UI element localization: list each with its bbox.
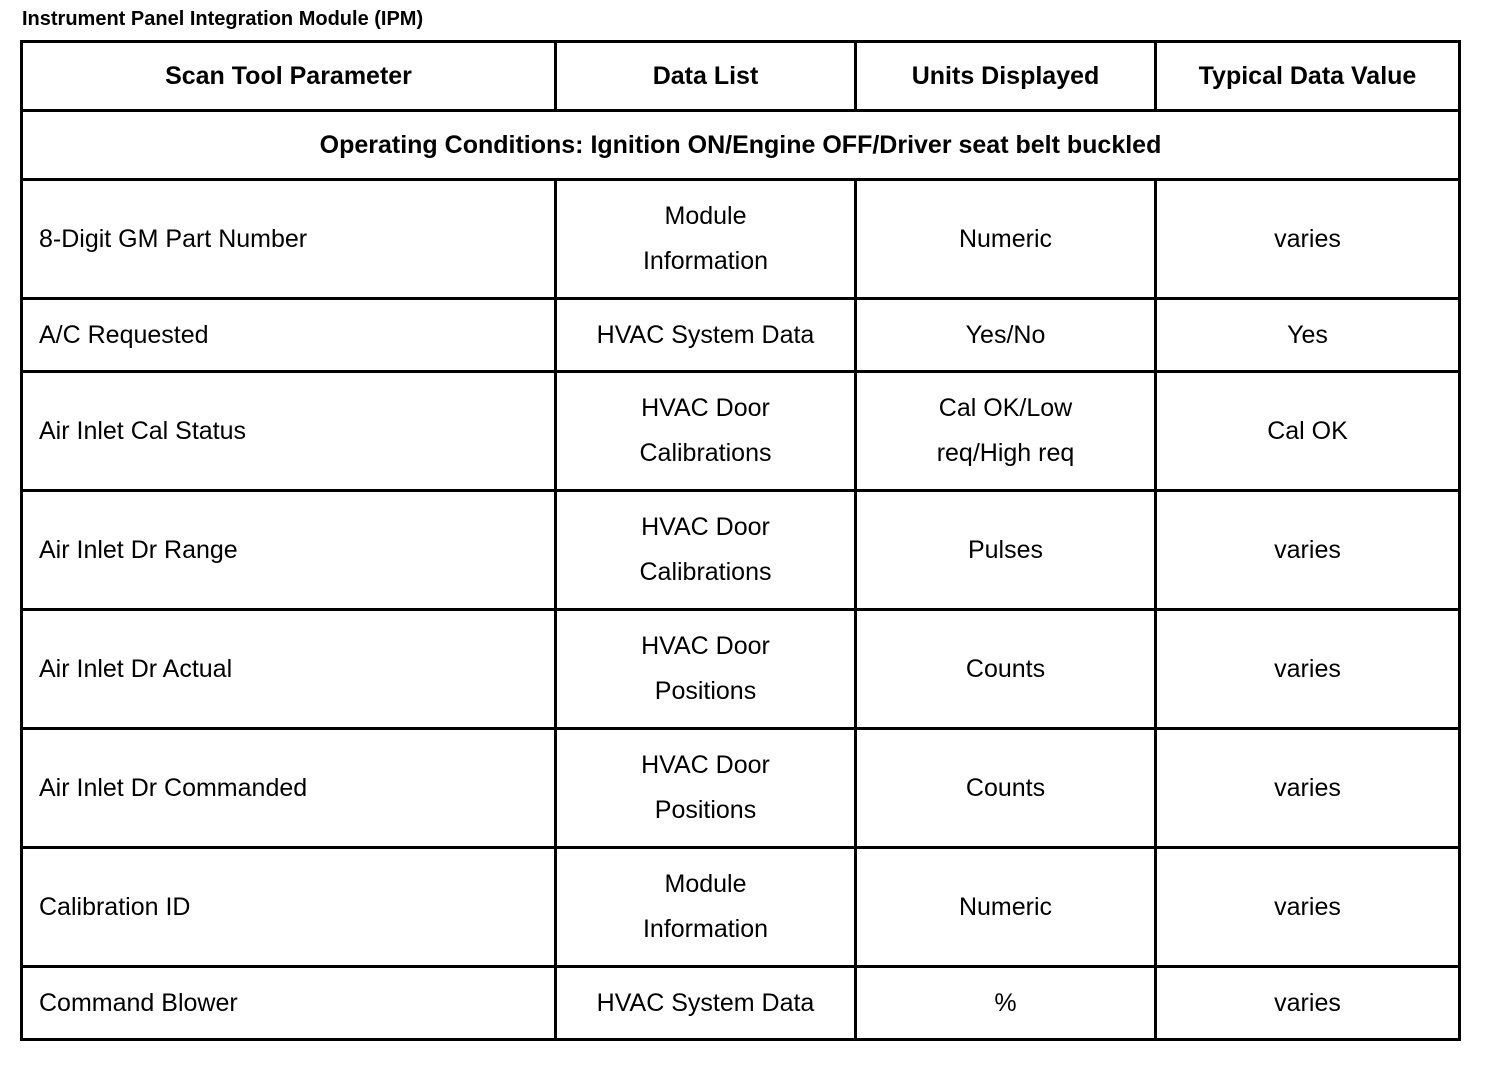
table-row bbox=[22, 180, 1460, 299]
operating-conditions: Operating Conditions: Ignition ON/Engine OFF/Driver seat belt buckled bbox=[22, 111, 1460, 180]
header-scan-tool-parameter: Scan Tool Parameter bbox=[22, 42, 556, 111]
cell-typical-value: varies bbox=[1156, 848, 1460, 967]
cell-typical-value: varies bbox=[1156, 610, 1460, 729]
cell-line: Module bbox=[664, 202, 747, 230]
cell-line: Positions bbox=[654, 677, 757, 705]
cell-units: Yes/No bbox=[856, 299, 1156, 372]
cell-data-list bbox=[556, 372, 856, 491]
cell-data-list bbox=[556, 491, 856, 610]
cell-typical-value: Cal OK bbox=[1156, 372, 1460, 491]
cell-parameter: Air Inlet Dr Range bbox=[22, 491, 556, 610]
header-units-displayed: Units Displayed bbox=[856, 42, 1156, 111]
header-data-list: Data List bbox=[556, 42, 856, 111]
cell-typical-value: varies bbox=[1156, 729, 1460, 848]
table-row bbox=[22, 610, 1460, 729]
cell-line: HVAC Door bbox=[641, 632, 770, 660]
document-title: Instrument Panel Integration Module (IPM) bbox=[22, 8, 424, 30]
cell-line: Calibrations bbox=[639, 558, 772, 586]
cell-line: HVAC Door bbox=[641, 751, 770, 779]
cell-line: HVAC Door bbox=[641, 513, 770, 541]
cell-typical-value: varies bbox=[1156, 967, 1460, 1040]
table-row bbox=[22, 729, 1460, 848]
cell-data-list: HVAC System Data bbox=[556, 299, 856, 372]
cell-line: Module bbox=[664, 870, 747, 898]
cell-units: Numeric bbox=[856, 848, 1156, 967]
cell-units bbox=[856, 372, 1156, 491]
table-row bbox=[22, 967, 1460, 1040]
cell-data-list: HVAC System Data bbox=[556, 967, 856, 1040]
table-row bbox=[22, 372, 1460, 491]
cell-data-list bbox=[556, 848, 856, 967]
cell-parameter: A/C Requested bbox=[22, 299, 556, 372]
table-header-row bbox=[22, 42, 1460, 111]
cell-units: Counts bbox=[856, 610, 1156, 729]
scan-tool-data-table bbox=[20, 40, 1461, 1041]
cell-units: % bbox=[856, 967, 1156, 1040]
cell-units: Numeric bbox=[856, 180, 1156, 299]
cell-line: Calibrations bbox=[639, 439, 772, 467]
cell-parameter: Air Inlet Dr Actual bbox=[22, 610, 556, 729]
cell-line: HVAC Door bbox=[641, 394, 770, 422]
header-typical-data-value: Typical Data Value bbox=[1156, 42, 1460, 111]
operating-conditions-row bbox=[22, 111, 1460, 180]
cell-line: req/High req bbox=[936, 439, 1075, 467]
cell-typical-value: varies bbox=[1156, 491, 1460, 610]
cell-typical-value: Yes bbox=[1156, 299, 1460, 372]
cell-parameter: Air Inlet Dr Commanded bbox=[22, 729, 556, 848]
table-row bbox=[22, 848, 1460, 967]
cell-line: Information bbox=[642, 247, 769, 275]
cell-parameter: Command Blower bbox=[22, 967, 556, 1040]
cell-data-list bbox=[556, 729, 856, 848]
cell-parameter: 8-Digit GM Part Number bbox=[22, 180, 556, 299]
table-row bbox=[22, 299, 1460, 372]
cell-line: Positions bbox=[654, 796, 757, 824]
cell-data-list bbox=[556, 610, 856, 729]
cell-parameter: Air Inlet Cal Status bbox=[22, 372, 556, 491]
cell-typical-value: varies bbox=[1156, 180, 1460, 299]
cell-units: Counts bbox=[856, 729, 1156, 848]
cell-line: Information bbox=[642, 915, 769, 943]
table-row bbox=[22, 491, 1460, 610]
cell-units: Pulses bbox=[856, 491, 1156, 610]
cell-parameter: Calibration ID bbox=[22, 848, 556, 967]
cell-line: Cal OK/Low bbox=[938, 394, 1073, 422]
cell-data-list bbox=[556, 180, 856, 299]
